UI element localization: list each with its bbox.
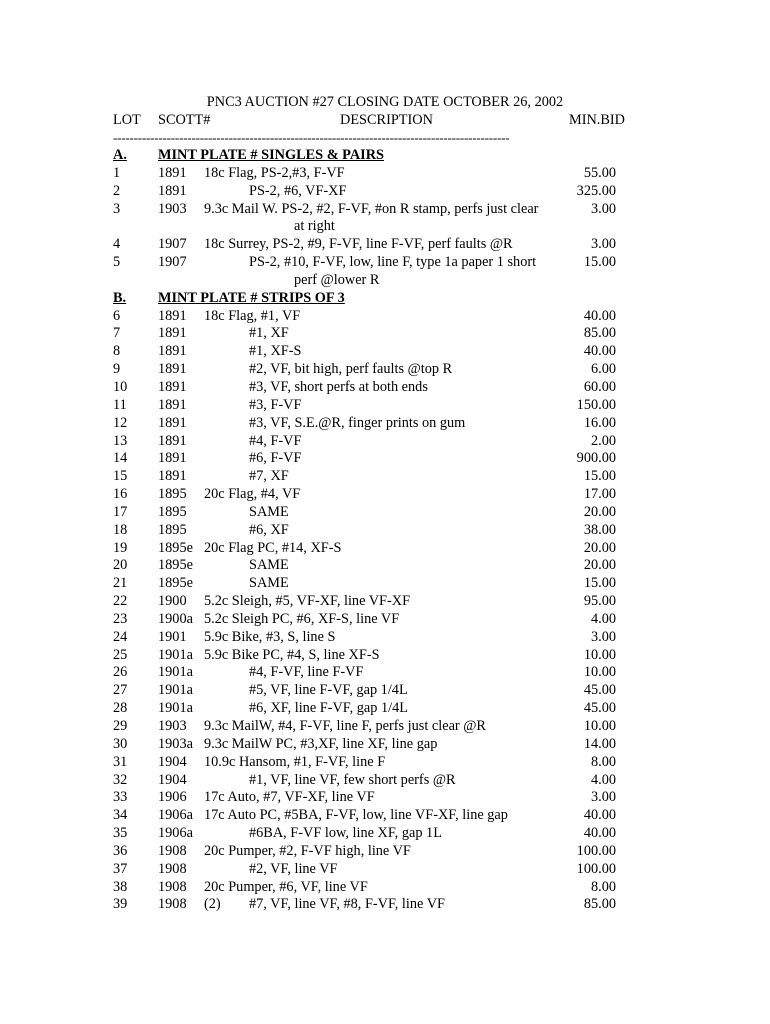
- lot-number: 20: [113, 557, 128, 574]
- section-letter: B.: [113, 289, 127, 306]
- lot-description: 20c Pumper, #2, F-VF high, line VF: [204, 842, 411, 859]
- min-bid: 40.00: [583, 343, 616, 360]
- lot-description: #7, VF, line VF, #8, F-VF, line VF: [249, 896, 445, 913]
- lot-description: #3, VF, short perfs at both ends: [249, 378, 428, 395]
- lot-number: 27: [113, 682, 128, 699]
- scott-number: 1903a: [158, 735, 193, 752]
- min-bid: 4.00: [590, 610, 616, 627]
- lot-row: [0, 486, 770, 504]
- lot-number: 4: [113, 236, 121, 253]
- scott-number: 1906a: [158, 807, 193, 824]
- lot-number: 38: [113, 878, 128, 895]
- lot-number: 19: [113, 539, 128, 556]
- lot-description: 9.3c MailW PC, #3,XF, line XF, line gap: [204, 735, 438, 752]
- lot-number: 32: [113, 771, 128, 788]
- lot-number: 17: [113, 503, 128, 520]
- description-continuation: [0, 272, 770, 290]
- scott-number: 1906a: [158, 825, 193, 842]
- lot-number: 12: [113, 414, 128, 431]
- scott-number: 1891: [158, 432, 187, 449]
- lot-number: 31: [113, 753, 128, 770]
- lot-description: SAME: [249, 575, 289, 592]
- header-scott: SCOTT#: [158, 112, 211, 128]
- lot-row: [0, 736, 770, 754]
- scott-number: 1901a: [158, 700, 193, 717]
- min-bid: 40.00: [583, 825, 616, 842]
- lot-description: #1, XF-S: [249, 343, 302, 360]
- section-heading: [0, 290, 770, 308]
- min-bid: 45.00: [583, 700, 616, 717]
- min-bid: 3.00: [590, 200, 616, 217]
- min-bid: 15.00: [583, 575, 616, 592]
- lot-description: #1, XF: [249, 325, 289, 342]
- min-bid: 900.00: [576, 450, 616, 467]
- lot-description: #3, F-VF: [249, 396, 302, 413]
- min-bid: 4.00: [590, 771, 616, 788]
- min-bid: 16.00: [583, 414, 616, 431]
- lot-row: [0, 700, 770, 718]
- lot-description: 20c Flag PC, #14, XF-S: [204, 539, 342, 556]
- lot-number: 5: [113, 254, 121, 271]
- lot-row: [0, 879, 770, 897]
- scott-number: 1895: [158, 486, 187, 503]
- min-bid: 10.00: [583, 646, 616, 663]
- scott-number: 1901: [158, 628, 187, 645]
- lot-description: 18c Surrey, PS-2, #9, F-VF, line F-VF, perf faults @R: [204, 236, 513, 253]
- lot-description: #6BA, F-VF low, line XF, gap 1L: [249, 825, 442, 842]
- lot-description: 5.9c Bike PC, #4, S, line XF-S: [204, 646, 380, 663]
- scott-number: 1895e: [158, 539, 193, 556]
- lot-row: [0, 575, 770, 593]
- lot-number: 21: [113, 575, 128, 592]
- lot-number: 37: [113, 860, 128, 877]
- lot-description: #6, F-VF: [249, 450, 302, 467]
- lot-row: [0, 772, 770, 790]
- min-bid: 20.00: [583, 557, 616, 574]
- lot-number: 34: [113, 807, 128, 824]
- lot-description: #5, VF, line F-VF, gap 1/4L: [249, 682, 408, 699]
- header-lot: LOT: [113, 112, 141, 128]
- lot-description: #1, VF, line VF, few short perfs @R: [249, 771, 456, 788]
- lot-description: SAME: [249, 503, 289, 520]
- scott-number: 1891: [158, 164, 187, 181]
- lot-row: [0, 236, 770, 254]
- lot-number: 9: [113, 361, 121, 378]
- lot-row: [0, 718, 770, 736]
- lot-row: [0, 861, 770, 879]
- column-header-row: [0, 112, 770, 130]
- scott-number: 1891: [158, 378, 187, 395]
- lot-number: 33: [113, 789, 128, 806]
- scott-number: 1908: [158, 842, 187, 859]
- scott-number: 1903: [158, 200, 187, 217]
- min-bid: 100.00: [576, 842, 616, 859]
- lot-row: [0, 415, 770, 433]
- lot-number: 14: [113, 450, 128, 467]
- lot-description: 17c Auto, #7, VF-XF, line VF: [204, 789, 375, 806]
- lot-description: #6, XF: [249, 521, 289, 538]
- scott-number: 1908: [158, 878, 187, 895]
- scott-number: 1901a: [158, 682, 193, 699]
- min-bid: 38.00: [583, 521, 616, 538]
- lot-number: 23: [113, 610, 128, 627]
- min-bid: 20.00: [583, 503, 616, 520]
- scott-number: 1901a: [158, 646, 193, 663]
- lot-description: 18c Flag, PS-2,#3, F-VF: [204, 164, 345, 181]
- lot-row: [0, 397, 770, 415]
- lot-description: 5.9c Bike, #3, S, line S: [204, 628, 336, 645]
- min-bid: 6.00: [590, 361, 616, 378]
- lot-row: [0, 540, 770, 558]
- lot-description: perf @lower R: [294, 271, 380, 288]
- scott-number: 1891: [158, 450, 187, 467]
- min-bid: 55.00: [583, 164, 616, 181]
- lot-number: 15: [113, 468, 128, 485]
- lot-number: 11: [113, 396, 127, 413]
- lot-number: 16: [113, 486, 128, 503]
- lot-description: 5.2c Sleigh PC, #6, XF-S, line VF: [204, 610, 400, 627]
- scott-number: 1895e: [158, 575, 193, 592]
- lot-row: [0, 682, 770, 700]
- lot-number: 8: [113, 343, 121, 360]
- min-bid: 15.00: [583, 468, 616, 485]
- min-bid: 20.00: [583, 539, 616, 556]
- lot-row: [0, 611, 770, 629]
- lot-quantity: (2): [204, 896, 221, 913]
- lot-number: 26: [113, 664, 128, 681]
- lot-number: 10: [113, 378, 128, 395]
- lot-description: 17c Auto PC, #5BA, F-VF, low, line VF-XF, line gap: [204, 807, 508, 824]
- lot-description: 20c Pumper, #6, VF, line VF: [204, 878, 368, 895]
- scott-number: 1891: [158, 182, 187, 199]
- lot-list: [0, 147, 770, 914]
- lot-row: [0, 201, 770, 219]
- lot-row: [0, 896, 770, 914]
- lot-description: #2, VF, line VF: [249, 860, 338, 877]
- description-continuation: [0, 218, 770, 236]
- lot-description: #2, VF, bit high, perf faults @top R: [249, 361, 453, 378]
- min-bid: 325.00: [576, 182, 616, 199]
- min-bid: 10.00: [583, 664, 616, 681]
- lot-number: 25: [113, 646, 128, 663]
- min-bid: 45.00: [583, 682, 616, 699]
- lot-number: 30: [113, 735, 128, 752]
- min-bid: 8.00: [590, 753, 616, 770]
- min-bid: 15.00: [583, 254, 616, 271]
- lot-description: #4, F-VF: [249, 432, 302, 449]
- scott-number: 1908: [158, 860, 187, 877]
- lot-row: [0, 165, 770, 183]
- lot-number: 18: [113, 521, 128, 538]
- lot-row: [0, 647, 770, 665]
- lot-number: 13: [113, 432, 128, 449]
- lot-description: PS-2, #10, F-VF, low, line F, type 1a paper 1 short: [249, 254, 537, 271]
- lot-row: [0, 361, 770, 379]
- lot-row: [0, 468, 770, 486]
- scott-number: 1895: [158, 503, 187, 520]
- min-bid: 14.00: [583, 735, 616, 752]
- lot-row: [0, 843, 770, 861]
- lot-row: [0, 522, 770, 540]
- header-divider: ------------------------------------------------------------------------------------------------: [113, 130, 510, 145]
- scott-number: 1891: [158, 468, 187, 485]
- min-bid: 17.00: [583, 486, 616, 503]
- scott-number: 1891: [158, 307, 187, 324]
- min-bid: 100.00: [576, 860, 616, 877]
- min-bid: 85.00: [583, 896, 616, 913]
- scott-number: 1891: [158, 361, 187, 378]
- lot-number: 2: [113, 182, 121, 199]
- lot-row: [0, 450, 770, 468]
- min-bid: 3.00: [590, 236, 616, 253]
- section-letter: A.: [113, 147, 127, 163]
- lot-row: [0, 308, 770, 326]
- scott-number: 1904: [158, 771, 187, 788]
- scott-number: 1908: [158, 896, 187, 913]
- min-bid: 10.00: [583, 718, 616, 734]
- lot-description: 20c Flag, #4, VF: [204, 486, 301, 503]
- lot-description: #3, VF, S.E.@R, finger prints on gum: [249, 414, 466, 431]
- lot-row: [0, 664, 770, 682]
- lot-row: [0, 183, 770, 201]
- lot-description: 10.9c Hansom, #1, F-VF, line F: [204, 753, 386, 770]
- min-bid: 60.00: [583, 378, 616, 395]
- scott-number: 1891: [158, 396, 187, 413]
- scott-number: 1901a: [158, 664, 193, 681]
- scott-number: 1907: [158, 236, 187, 253]
- lot-description: #6, XF, line F-VF, gap 1/4L: [249, 700, 408, 717]
- lot-number: 7: [113, 325, 121, 342]
- scott-number: 1891: [158, 325, 187, 342]
- scott-number: 1903: [158, 718, 187, 734]
- lot-description: 5.2c Sleigh, #5, VF-XF, line VF-XF: [204, 593, 411, 610]
- scott-number: 1891: [158, 343, 187, 360]
- min-bid: 150.00: [576, 396, 616, 413]
- scott-number: 1900a: [158, 610, 193, 627]
- lot-row: [0, 504, 770, 522]
- lot-row: [0, 807, 770, 825]
- lot-number: 3: [113, 200, 121, 217]
- lot-description: at right: [294, 218, 335, 235]
- min-bid: 40.00: [583, 807, 616, 824]
- lot-row: [0, 825, 770, 843]
- scott-number: 1895: [158, 521, 187, 538]
- lot-number: 36: [113, 842, 128, 859]
- scott-number: 1891: [158, 414, 187, 431]
- scott-number: 1900: [158, 593, 187, 610]
- header-description: DESCRIPTION: [340, 112, 433, 128]
- lot-description: 9.3c Mail W. PS-2, #2, F-VF, #on R stamp, perfs just clear: [204, 200, 539, 217]
- lot-row: [0, 557, 770, 575]
- lot-row: [0, 629, 770, 647]
- scott-number: 1895e: [158, 557, 193, 574]
- min-bid: 3.00: [590, 789, 616, 806]
- header-min-bid: MIN.BID: [569, 112, 625, 128]
- lot-number: 1: [113, 164, 121, 181]
- lot-description: #7, XF: [249, 468, 289, 485]
- lot-description: PS-2, #6, VF-XF: [249, 182, 347, 199]
- min-bid: 2.00: [590, 432, 616, 449]
- lot-description: #4, F-VF, line F-VF: [249, 664, 364, 681]
- document-title: PNC3 AUCTION #27 CLOSING DATE OCTOBER 26, 2002: [206, 94, 564, 110]
- scott-number: 1907: [158, 254, 187, 271]
- lot-row: [0, 593, 770, 611]
- min-bid: 3.00: [590, 628, 616, 645]
- lot-row: [0, 789, 770, 807]
- section-heading: [0, 147, 770, 165]
- lot-row: [0, 379, 770, 397]
- lot-number: 29: [113, 718, 128, 734]
- lot-number: 24: [113, 628, 128, 645]
- lot-row: [0, 325, 770, 343]
- scott-number: 1904: [158, 753, 187, 770]
- lot-number: 28: [113, 700, 128, 717]
- lot-row: [0, 343, 770, 361]
- scott-number: 1906: [158, 789, 187, 806]
- lot-number: 39: [113, 896, 128, 913]
- lot-row: [0, 754, 770, 772]
- lot-number: 22: [113, 593, 128, 610]
- min-bid: 85.00: [583, 325, 616, 342]
- lot-number: 6: [113, 307, 121, 324]
- lot-description: 9.3c MailW, #4, F-VF, line F, perfs just clear @R: [204, 718, 486, 734]
- min-bid: 95.00: [583, 593, 616, 610]
- lot-row: [0, 433, 770, 451]
- min-bid: 8.00: [590, 878, 616, 895]
- lot-description: 18c Flag, #1, VF: [204, 307, 301, 324]
- lot-row: [0, 254, 770, 272]
- lot-description: SAME: [249, 557, 289, 574]
- section-title: MINT PLATE # STRIPS OF 3: [158, 289, 345, 306]
- min-bid: 40.00: [583, 307, 616, 324]
- lot-number: 35: [113, 825, 128, 842]
- section-title: MINT PLATE # SINGLES & PAIRS: [158, 147, 385, 163]
